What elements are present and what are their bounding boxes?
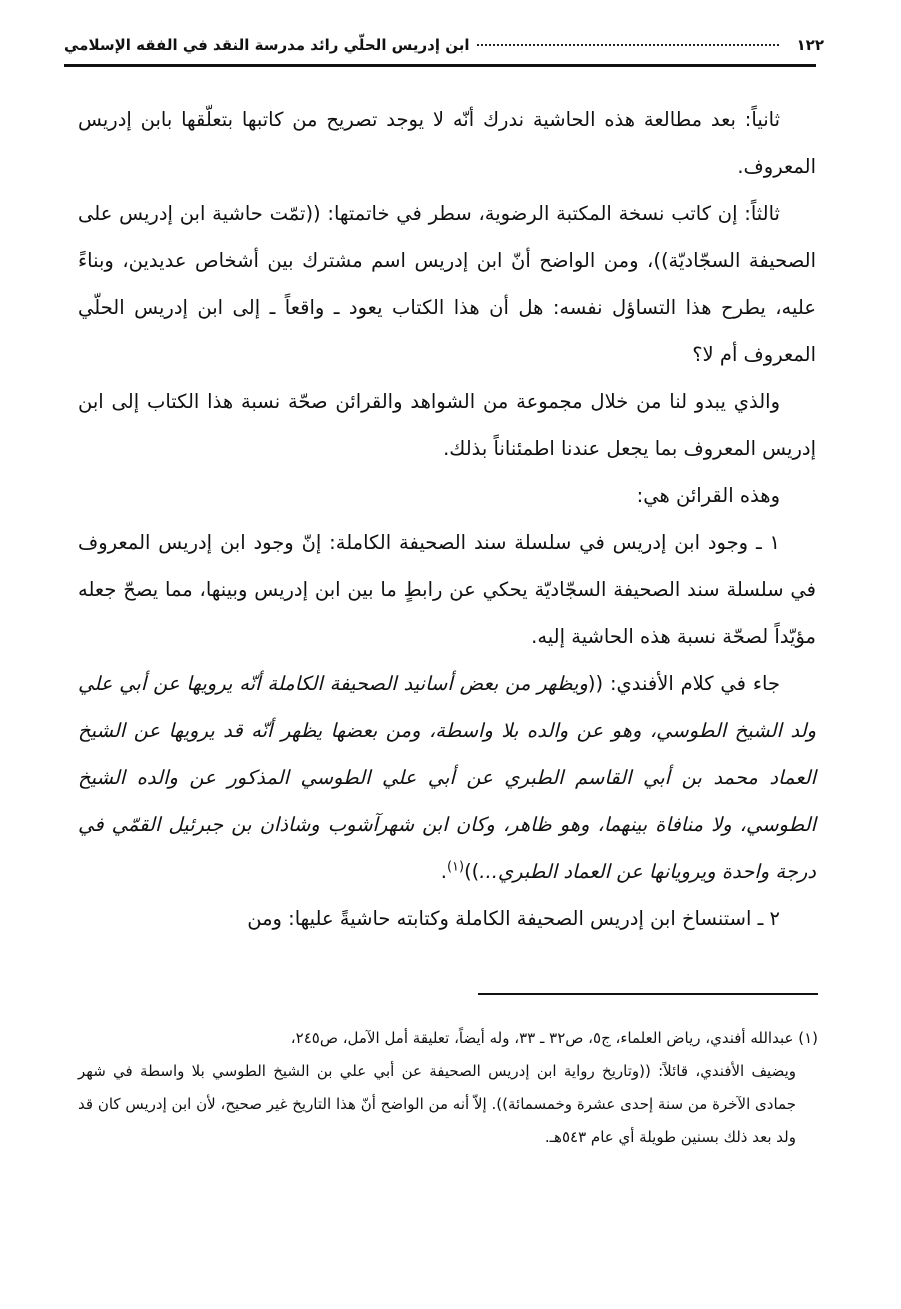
main-text — [78, 96, 816, 942]
footnote-rule — [478, 993, 818, 995]
quote-text: ويظهر من بعض أسانيد الصحيفة الكاملة أنّه يرويها عن أبي علي ولد الشيخ الطوسي، وهو عن والده بلا واسطة، ومن بعضها يظهر أنّه قد يرويها عن الشيخ العماد محمد بن أبي القاسم الطبري عن أبي علي الطوسي المذكور عن والده الشيخ الطوسي، ولا منافاة بينهما، وهو ظاهر، وكان ابن شهرآشوب وشاذان بن جبرئيل القمّي في درجة واحدة ويرويانها عن العماد الطبري... — [78, 672, 816, 883]
quote-end: . — [440, 860, 447, 883]
running-header — [64, 28, 824, 62]
quote-close: )) — [464, 860, 480, 883]
paragraph-evidence-one: ١ ـ وجود ابن إدريس في سلسلة سند الصحيفة الكاملة: إنّ وجود ابن إدريس المعروف في سلسلة سند الصحيفة السجّاديّة يحكي عن رابطٍ ما بين ابن إدريس وبينها، مما يصحّ جعله مؤيّداً لصحّة نسبة هذه الحاشية إليه. — [78, 531, 816, 648]
footnotes — [78, 1022, 818, 1154]
paragraph-evidence-list-label: وهذه القرائن هي: — [636, 484, 780, 507]
header-dot-leader — [477, 44, 778, 46]
page-number: ١٢٢ — [796, 36, 824, 54]
footnote-line-2: ويضيف الأفندي، قائلاً: ((وتاريخ رواية ابن إدريس الصحيفة عن أبي علي بن الشيخ الطوسي بلا واسطة في شهر جمادى الآخرة من سنة إحدى عشرة وخمسمائة)). إلاّ أنه من الواضح أنّ هذا التاريخ غير صحيح، لأن ابن إدريس كان قد ولد بعد ذلك بسنين طويلة أي عام ٥٤٣هـ. — [78, 1062, 796, 1146]
paragraph-third: ثالثاً: إن كاتب نسخة المكتبة الرضوية، سطر في خاتمتها: ((تمّت حاشية ابن إدريس على الصحيفة السجّاديّة))، ومن الواضح أنّ ابن إدريس اسم مشترك بين أشخاص عديدين، وبناءً عليه، يطرح هذا التساؤل نفسه: هل أن هذا الكتاب يعود ـ واقعاً ـ إلى ابن إدريس الحلّي المعروف أم لا؟ — [78, 202, 816, 366]
paragraph-afandi-quote — [78, 660, 816, 895]
header-rule — [64, 64, 816, 67]
running-title: ابن إدريس الحلّي رائد مدرسة النقد في الفقه الإسلامي — [64, 36, 470, 54]
paragraph-evidence-intro: والذي يبدو لنا من خلال مجموعة من الشواهد والقرائن صحّة نسبة هذا الكتاب إلى ابن إدريس المعروف بما يجعل عندنا اطمئناناً بذلك. — [78, 390, 816, 460]
paragraph-second: ثانياً: بعد مطالعة هذه الحاشية ندرك أنّه لا يوجد تصريح من كاتبها بتعلّقها بابن إدريس المعروف. — [78, 108, 816, 178]
paragraph-evidence-two: ٢ ـ استنساخ ابن إدريس الصحيفة الكاملة وكتابته حاشيةً عليها: ومن — [247, 907, 780, 930]
quote-intro: جاء في كلام الأفندي: (( — [587, 672, 780, 695]
footnote-line-1: (١) عبدالله أفندي، رياض العلماء، ج٥، ص٣٢ ـ ٣٣، وله أيضاً، تعليقة أمل الآمل، ص٢٤٥، — [290, 1029, 818, 1047]
footnote-marker[interactable]: (١) — [446, 859, 465, 875]
